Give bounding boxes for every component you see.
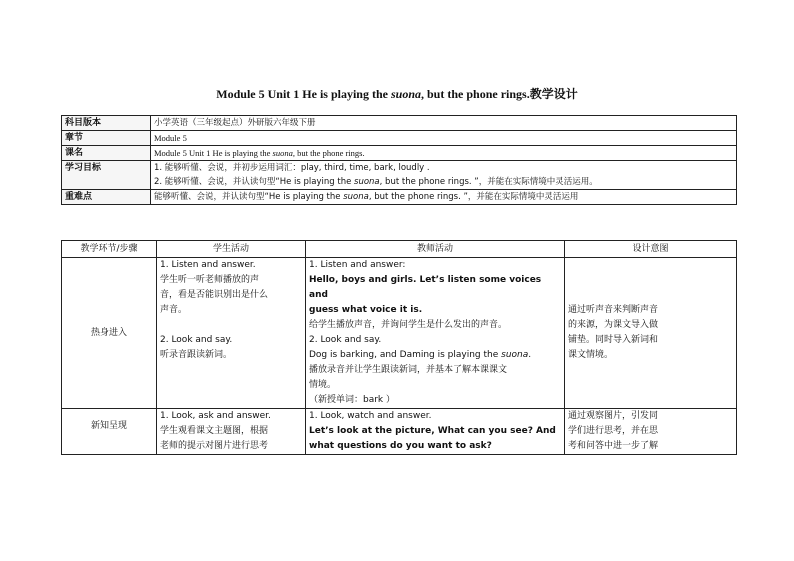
info-row-keypoints [62, 190, 737, 205]
design-cell [565, 409, 737, 455]
design-line: 通过听声音来判断声音 [568, 305, 659, 315]
info-row-lesson [62, 146, 737, 161]
info-row-chapter [62, 131, 737, 146]
header-row [62, 241, 737, 258]
title-suffix: , but the phone rings.教学设计 [421, 87, 578, 101]
student-line: 学生观看课文主题图，根据 [160, 426, 269, 436]
teacher-line: 播放录音并让学生跟读新词，并基本了解本课课文 [309, 365, 508, 375]
student-line: 声音。 [160, 305, 188, 315]
teacher-line: 1. Listen and answer: [309, 260, 406, 270]
student-line: 听录音跟读新词。 [160, 350, 233, 360]
design-line: 课文情境。 [568, 350, 614, 360]
teacher-l6-italic: suona [501, 350, 529, 360]
teacher-l6-pre: Dog is barking, and Daming is playing the [309, 350, 502, 360]
goal2-italic: suona [354, 177, 380, 187]
teacher-line: Hello, boys and girls. Let’s listen some voices and [309, 275, 542, 300]
student-line: 1. Look, ask and answer. [160, 411, 271, 421]
info-value: 小学英语（三年级起点）外研版六年级下册 [151, 116, 737, 131]
header-stage: 教学环节/步骤 [62, 241, 157, 258]
student-line: 音，看是否能识别出是什么 [160, 290, 269, 300]
info-value [151, 190, 737, 205]
goal-line-2 [154, 175, 733, 189]
table-row [62, 409, 737, 455]
header-design: 设计意图 [565, 241, 737, 258]
table-row [62, 258, 737, 409]
header-student: 学生活动 [157, 241, 306, 258]
teacher-line: 情境。 [309, 380, 337, 390]
info-table [61, 115, 737, 205]
title-prefix: Module 5 Unit 1 He is playing the [216, 87, 391, 101]
info-label: 学习目标 [62, 161, 151, 190]
teacher-line: what questions do you want to ask? [309, 441, 492, 451]
design-line: 的来源，为课文导入做 [568, 320, 659, 330]
design-cell [565, 258, 737, 409]
info-row-goals [62, 161, 737, 190]
design-line: 考和问答中进一步了解 [568, 441, 659, 451]
info-row-subject [62, 116, 737, 131]
lesson-pre: Module 5 Unit 1 He is playing the [154, 148, 273, 158]
student-cell [157, 409, 306, 455]
info-label: 课名 [62, 146, 151, 161]
title-italic: suona [390, 87, 421, 101]
key-italic: suona [343, 192, 369, 202]
student-cell [157, 258, 306, 409]
header-teacher: 教师活动 [306, 241, 565, 258]
info-label: 科目版本 [62, 116, 151, 131]
student-line: 学生听一听老师播放的声 [160, 275, 260, 285]
goal2-pre: 2. 能够听懂、会说，并认读句型“He is playing the [154, 177, 355, 187]
teacher-line [309, 348, 561, 363]
design-line: 铺垫。同时导入新词和 [568, 335, 659, 345]
lesson-italic: suona [272, 148, 293, 158]
teacher-line: 2. Look and say. [309, 335, 382, 345]
teacher-line: （新授单词：bark ） [309, 395, 396, 405]
stage-cell: 热身进入 [62, 258, 157, 409]
info-label: 重难点 [62, 190, 151, 205]
goal2-post: , but the phone rings. ”，并能在实际情境中灵活运用。 [379, 177, 598, 187]
spacer [160, 318, 302, 333]
process-table [61, 240, 737, 455]
teacher-l6-post: . [528, 350, 532, 360]
lesson-post: , but the phone rings. [292, 148, 365, 158]
goal-line-1: 1. 能够听懂、会说，并初步运用词汇：play, third, time, bark, loudly . [154, 163, 430, 173]
teacher-cell [306, 409, 565, 455]
student-line: 老师的提示对图片进行思考 [160, 441, 269, 451]
key-post: , but the phone rings. ”，并能在实际情境中灵活运用 [368, 192, 579, 202]
page-title [0, 85, 794, 102]
info-value [151, 146, 737, 161]
info-value: Module 5 [151, 131, 737, 146]
info-value [151, 161, 737, 190]
teacher-line: Let’s look at the picture, What can you see? And [309, 426, 556, 436]
design-line: 通过观察图片，引发同 [568, 411, 659, 421]
student-line: 2. Look and say. [160, 335, 233, 345]
teacher-line: guess what voice it is. [309, 305, 423, 315]
info-label: 章节 [62, 131, 151, 146]
teacher-cell [306, 258, 565, 409]
student-line: 1. Listen and answer. [160, 260, 256, 270]
teacher-line: 1. Look, watch and answer. [309, 411, 432, 421]
teacher-line: 给学生播放声音，并询问学生是什么发出的声音。 [309, 320, 508, 330]
stage-cell: 新知呈现 [62, 409, 157, 455]
design-line: 学们进行思考，并在思 [568, 426, 659, 436]
key-pre: 能够听懂、会说，并认读句型“He is playing the [154, 192, 344, 202]
